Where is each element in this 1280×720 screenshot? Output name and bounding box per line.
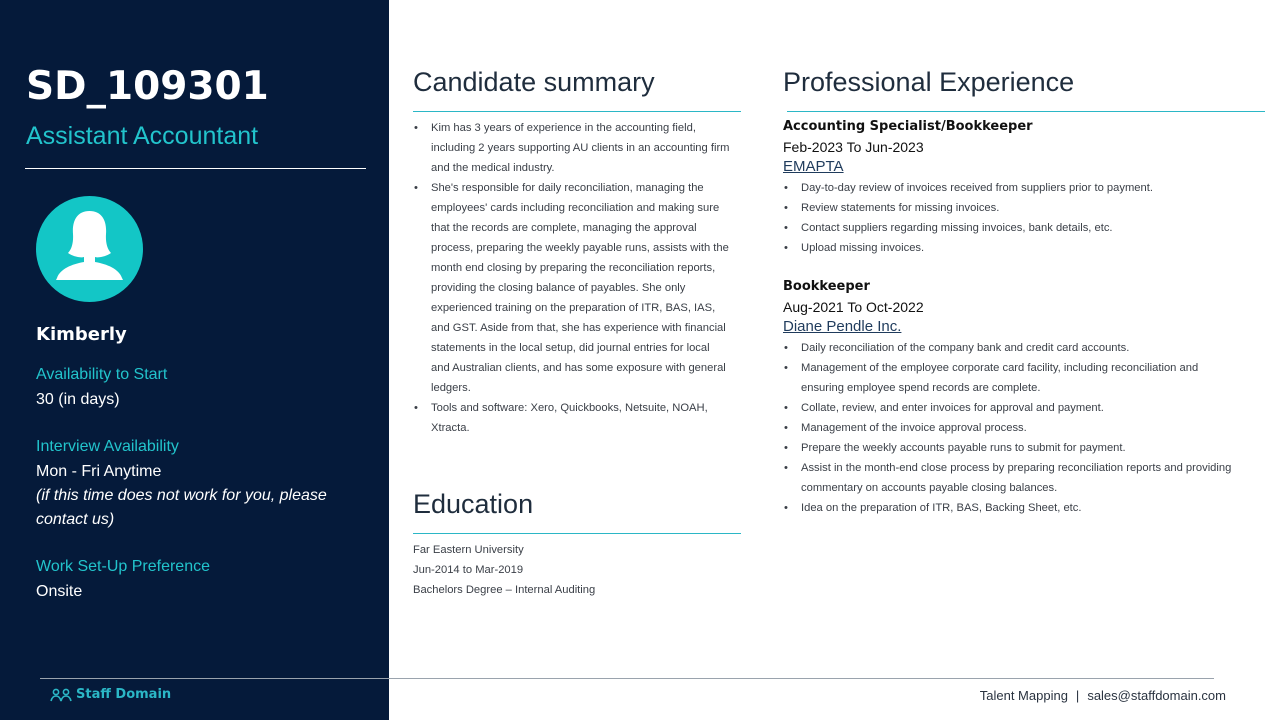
job-entry — [783, 277, 1233, 518]
candidate-id: SD_109301 — [26, 64, 269, 109]
logo-text: Staff Domain — [76, 687, 172, 702]
list-item: • She's responsible for daily reconciliation, managing the employees' cards including reconciliation and making sure that the records are complete, managing the approval process, preparing the weekly payable runs, assists with the month end closing by preparing the reconciliation reports, providing the closing balance of payables. She only experienced training on the preparation of ITR, BAS, IAS, and GST. Aside from that, she has experience with financial statements in the local setup, did journal entries for local and Australian clients, and has some exposure with general ledgers. — [413, 178, 731, 398]
people-icon — [50, 688, 72, 702]
footer-separator: | — [1075, 688, 1080, 703]
job-dates: Feb-2023 To Jun-2023 — [783, 139, 924, 155]
experience-title: Professional Experience — [783, 67, 1075, 97]
job-company-link[interactable]: Diane Pendle Inc. — [783, 318, 902, 335]
candidate-name: Kimberly — [36, 324, 127, 345]
candidate-sidebar — [0, 0, 389, 720]
availability-label: Availability to Start — [36, 366, 168, 383]
summary-title: Candidate summary — [413, 67, 655, 97]
footer-divider — [40, 678, 1214, 679]
list-item: • Idea on the preparation of ITR, BAS, Backing Sheet, etc. — [783, 498, 1233, 518]
job-bullets — [783, 338, 1233, 518]
list-item: • Prepare the weekly accounts payable runs to submit for payment. — [783, 438, 1233, 458]
worksetup-value: Onsite — [36, 583, 83, 600]
list-item: • Tools and software: Xero, Quickbooks, Netsuite, NOAH, Xtracta. — [413, 398, 731, 438]
summary-list — [413, 118, 731, 438]
list-item: • Review statements for missing invoices. — [783, 198, 1233, 218]
list-item: • Contact suppliers regarding missing invoices, bank details, etc. — [783, 218, 1233, 238]
summary-rule — [413, 111, 741, 112]
candidate-role: Assistant Accountant — [26, 122, 259, 150]
job-company-link[interactable]: EMAPTA — [783, 158, 844, 175]
person-icon — [36, 196, 143, 302]
staff-domain-logo — [50, 687, 171, 702]
interview-note: (if this time does not work for you, please contact us) — [36, 487, 327, 528]
job-bullets — [783, 178, 1233, 258]
list-item: • Upload missing invoices. — [783, 238, 1233, 258]
education-details — [413, 540, 595, 600]
interview-value: Mon - Fri Anytime — [36, 463, 162, 480]
education-degree: Bachelors Degree – Internal Auditing — [413, 584, 596, 596]
worksetup-label: Work Set-Up Preference — [36, 558, 210, 575]
education-dates: Jun-2014 to Mar-2019 — [413, 564, 524, 576]
job-dates: Aug-2021 To Oct-2022 — [783, 299, 924, 315]
list-item: • Daily reconciliation of the company bank and credit card accounts. — [783, 338, 1233, 358]
job-entry — [783, 117, 1233, 258]
footer-contact — [980, 688, 1226, 703]
education-title: Education — [413, 489, 534, 519]
interview-label: Interview Availability — [36, 438, 179, 455]
list-item: • Assist in the month-end close process by preparing reconciliation reports and providing commentary on accounts payable closing balances. — [783, 458, 1233, 498]
education-rule — [413, 533, 741, 534]
availability-value: 30 (in days) — [36, 391, 120, 408]
list-item: • Day-to-day review of invoices received from suppliers prior to payment. — [783, 178, 1233, 198]
job-title: Accounting Specialist/Bookkeeper — [783, 119, 1033, 134]
list-item: • Kim has 3 years of experience in the accounting field, including 2 years supporting AU clients in an accounting firm and the medical industry. — [413, 118, 731, 178]
list-item: • Collate, review, and enter invoices for approval and payment. — [783, 398, 1233, 418]
footer-label: Talent Mapping — [979, 688, 1068, 703]
list-item: • Management of the invoice approval process. — [783, 418, 1233, 438]
experience-rule — [787, 111, 1265, 112]
education-school: Far Eastern University — [413, 544, 524, 556]
job-title: Bookkeeper — [783, 279, 870, 294]
sidebar-divider — [25, 168, 366, 169]
avatar — [36, 196, 143, 302]
list-item: • Management of the employee corporate card facility, including reconciliation and ensuring employee spend records are complete. — [783, 358, 1233, 398]
footer-email[interactable]: sales@staffdomain.com — [1087, 688, 1226, 703]
